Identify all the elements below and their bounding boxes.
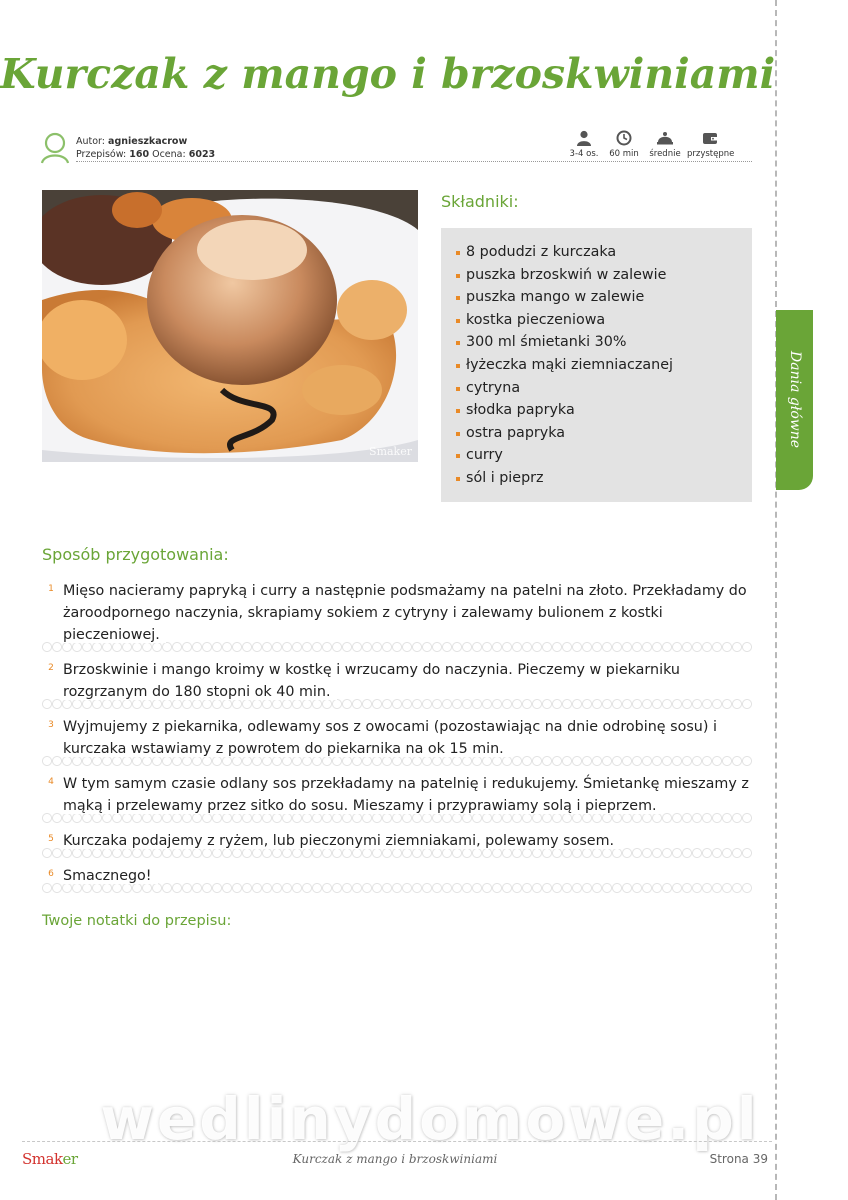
step-number: 3 bbox=[48, 720, 54, 730]
ingredient-item: słodka papryka bbox=[456, 399, 752, 422]
difficulty-value: średnie bbox=[649, 149, 681, 159]
step-text: Mięso nacieramy papryką i curry a następnie podsmażamy na patelni na złoto. Przekładamy do żaroodpornego naczynia, skrapiamy sokiem z cytryny i zalewamy bulionem z kostki pieczeniowej. bbox=[63, 583, 747, 643]
meta-cost bbox=[687, 130, 733, 159]
step-text: Wyjmujemy z piekarnika, odlewamy sos z owocami (pozostawiając na dnie odrobinę sosu) i kurczaka wstawiamy z powrotem do piekarnika na ok 15 min. bbox=[63, 719, 717, 757]
step-item bbox=[42, 865, 752, 887]
step-item bbox=[42, 773, 752, 817]
ingredient-item: cytryna bbox=[456, 377, 752, 400]
recipe-photo bbox=[42, 190, 418, 462]
step-number: 5 bbox=[48, 834, 54, 844]
chef-hat-icon bbox=[656, 130, 674, 146]
person-icon bbox=[576, 130, 592, 146]
ingredient-item: puszka mango w zalewie bbox=[456, 286, 752, 309]
footer-title: Kurczak z mango i brzoskwiniami bbox=[292, 1152, 498, 1166]
dish-image bbox=[42, 190, 418, 462]
servings-value: 3-4 os. bbox=[569, 149, 599, 159]
step-number: 6 bbox=[48, 869, 54, 879]
meta-difficulty bbox=[642, 130, 688, 159]
ingredient-item: 8 podudzi z kurczaka bbox=[456, 241, 752, 264]
meta-time bbox=[601, 130, 647, 159]
step-number: 2 bbox=[48, 663, 54, 673]
rating-label: Ocena: bbox=[152, 149, 186, 160]
step-text: Brzoskwinie i mango kroimy w kostkę i wrzucamy do naczynia. Pieczemy w piekarniku rozgrzanym do 180 stopni ok 40 min. bbox=[63, 662, 680, 700]
category-tab[interactable] bbox=[776, 310, 813, 490]
step-item bbox=[42, 580, 752, 646]
step-text: Smacznego! bbox=[63, 868, 158, 884]
ingredient-item: ostra papryka bbox=[456, 422, 752, 445]
step-text: Kurczaka podajemy z ryżem, lub pieczonymi ziemniakami, polewamy sosem. bbox=[63, 833, 620, 849]
ingredient-item: puszka brzoskwiń w zalewie bbox=[456, 264, 752, 287]
ingredients-list bbox=[441, 228, 752, 490]
ingredient-item: łyżeczka mąki ziemniaczanej bbox=[456, 354, 752, 377]
ingredient-item: curry bbox=[456, 444, 752, 467]
author-row bbox=[40, 130, 752, 164]
site-watermark: wedlinydomowe.pl bbox=[100, 1085, 760, 1153]
page-number: Strona 39 bbox=[709, 1152, 768, 1166]
footer-logo-part-b: er bbox=[62, 1150, 78, 1168]
notes-heading: Twoje notatki do przepisu: bbox=[42, 913, 232, 929]
category-tab-label: Dania główne bbox=[787, 351, 803, 449]
page-cut-line bbox=[775, 0, 777, 1200]
photo-watermark: Smaker bbox=[369, 445, 412, 458]
ingredient-item: kostka pieczeniowa bbox=[456, 309, 752, 332]
author-name[interactable]: agnieszkacrow bbox=[108, 136, 188, 147]
footer-divider bbox=[22, 1141, 772, 1142]
author-divider bbox=[76, 161, 752, 162]
step-text: W tym samym czasie odlany sos przekładamy na patelnię i redukujemy. Śmietankę mieszamy z mąką i przelewamy przez sitko do sosu. Mieszamy i przyprawiamy solą i pieprzem. bbox=[63, 776, 749, 814]
wallet-icon bbox=[702, 130, 718, 146]
clock-icon bbox=[616, 130, 632, 146]
author-logo-icon bbox=[40, 132, 70, 164]
ingredients-heading: Składniki: bbox=[441, 192, 519, 211]
footer-logo-part-a: Smak bbox=[22, 1150, 63, 1168]
time-value: 60 min bbox=[609, 149, 639, 159]
step-item bbox=[42, 659, 752, 703]
ingredients-box bbox=[441, 228, 752, 502]
rating-value: 6023 bbox=[188, 149, 216, 160]
cost-value: przystępne bbox=[687, 149, 735, 159]
step-number: 1 bbox=[48, 584, 54, 594]
step-item bbox=[42, 830, 752, 852]
preparation-heading: Sposób przygotowania: bbox=[42, 545, 229, 564]
author-info bbox=[76, 135, 215, 161]
recipes-count: 160 bbox=[129, 149, 150, 160]
ingredient-item: sól i pieprz bbox=[456, 467, 752, 490]
step-number: 4 bbox=[48, 777, 54, 787]
recipes-label: Przepisów: bbox=[76, 149, 127, 160]
author-label: Autor: bbox=[76, 136, 105, 147]
ingredient-item: 300 ml śmietanki 30% bbox=[456, 331, 752, 354]
preparation-steps bbox=[42, 580, 752, 900]
step-item bbox=[42, 716, 752, 760]
recipe-title: Kurczak z mango i brzoskwiniami bbox=[0, 50, 776, 98]
